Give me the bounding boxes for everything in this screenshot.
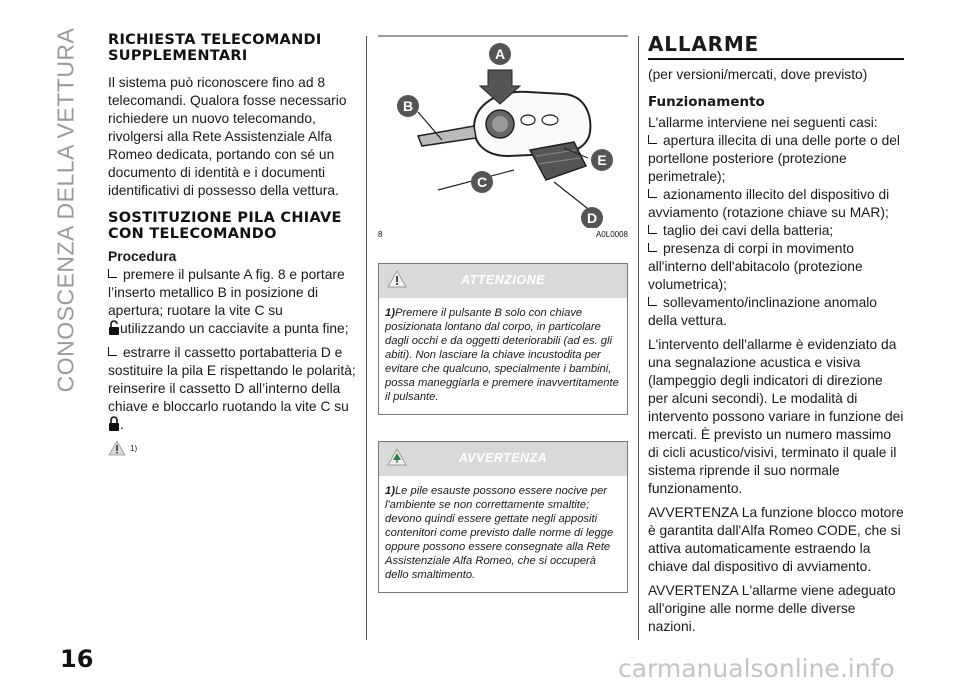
key-battery-figure bbox=[378, 32, 628, 228]
warning-title: AVVERTENZA bbox=[458, 451, 548, 465]
warning-body bbox=[379, 476, 627, 592]
paragraph-remote-request: Il sistema può riconoscere fino ad 8 telecomandi. Qualora fosse necessario richiedere un nuovo telecomando, rivolgersi alla Rete Assistenziale Alfa Romeo dedicata, portando con sé un documento di identità e i documenti identificativi di possesso della vettura. bbox=[108, 75, 347, 198]
procedure-step bbox=[108, 266, 356, 338]
alarm-intro: L'allarme interviene nei seguenti casi: bbox=[648, 115, 878, 130]
attention-text: Premere il pulsante B solo con chiave posizionata lontano dal corpo, in particolare dagli occhi e da oggetti deteriorabili (ad es. gli abiti). Non lasciare la chiave incustodita per evitare che qualcuno, specialmente i bambini, possa maneggiarla e premere inavvertitamente il pulsante. bbox=[385, 307, 619, 403]
svg-text:A: A bbox=[494, 46, 506, 62]
bullet-icon bbox=[648, 297, 657, 306]
column-divider bbox=[366, 36, 367, 640]
side-section-title: CONOSCENZA DELLA VETTURA bbox=[52, 27, 79, 393]
svg-text:E: E bbox=[597, 152, 607, 168]
figure-number: 8 bbox=[378, 230, 383, 239]
procedure-steps bbox=[108, 266, 356, 434]
warning-text: Le pile esauste possono essere nocive per l'ambiente se non correttamente smaltite; devono quindi essere gettate negli appositi contenitori come previsto dalle norme di legge oppure possono essere consegnate alla Rete Assistenziale Alfa Romeo, che si occuperà dello smaltimento. bbox=[385, 485, 614, 581]
step-text-continued: utilizzando un cacciavite a punta fine; bbox=[120, 321, 349, 336]
list-item: apertura illecita di una delle porte o del portellone posteriore (protezione perimetrale); bbox=[648, 133, 900, 184]
step-text-end: . bbox=[120, 417, 124, 432]
attention-header bbox=[379, 264, 627, 298]
heading-battery-replacement: SOSTITUZIONE PILA CHIAVE CON TELECOMANDO bbox=[108, 210, 342, 242]
attention-body bbox=[379, 298, 627, 414]
warning-header bbox=[379, 442, 627, 476]
column-divider bbox=[638, 36, 639, 640]
alarm-paragraph-2: AVVERTENZA La funzione blocco motore è garantita dall'Alfa Romeo CODE, che si attiva automaticamente estraendo la chiave dal dispositivo di avviamento. bbox=[648, 505, 904, 574]
bullet-icon bbox=[648, 135, 657, 144]
bullet-icon bbox=[648, 243, 657, 252]
alarm-subtitle: (per versioni/mercati, dove previsto) bbox=[648, 67, 868, 82]
list-item: presenza di corpi in movimento all'interno dell'abitacolo (protezione volumetrica); bbox=[648, 241, 863, 292]
unlocked-padlock-icon bbox=[108, 320, 120, 336]
label-e-marker bbox=[591, 149, 613, 171]
svg-text:B: B bbox=[402, 98, 414, 114]
column-left bbox=[108, 32, 356, 456]
page-number: 16 bbox=[60, 645, 94, 673]
figure-caption bbox=[378, 230, 628, 239]
locked-padlock-icon bbox=[108, 416, 120, 432]
attention-box bbox=[378, 263, 628, 415]
figure-code: A0L0008 bbox=[595, 230, 628, 239]
attention-number: 1) bbox=[385, 307, 395, 319]
bullet-icon bbox=[648, 189, 657, 198]
warning-number: 1) bbox=[385, 485, 395, 497]
alarm-paragraph-1: L'intervento dell'allarme è evidenziato da una segnalazione acustica e visiva (lampeggio degli indicatori di direzione per alcuni secondi). Le modalità di intervento possono variare in funzione dei mercati. È previsto un numero massimo di cicli acustico/visivi, terminato il quale il sistema riprende il suo normale funzionamento. bbox=[648, 337, 904, 496]
label-a-marker bbox=[489, 43, 511, 65]
step-text: estrarre il cassetto portabatteria D e sostituire la pila E rispettando le polarità; reinserire il cassetto D all’interno della chiave e bloccarlo ruotando la vite C su bbox=[108, 345, 356, 414]
warning-box bbox=[378, 441, 628, 593]
alarm-title: ALLARME bbox=[648, 32, 904, 60]
heading-remote-request: RICHIESTA TELECOMANDI SUPPLEMENTARI bbox=[108, 32, 322, 64]
list-item: taglio dei cavi della batteria; bbox=[648, 222, 904, 240]
step-text: premere il pulsante A fig. 8 e portare l’inserto metallico B in posizione di apertura; ruotare la vite C su bbox=[108, 267, 345, 318]
svg-text:C: C bbox=[476, 174, 488, 190]
section-heading-operation: Funzionamento bbox=[648, 94, 765, 110]
warning-triangle-icon bbox=[108, 440, 126, 456]
list-item: sollevamento/inclinazione anomalo della vettura. bbox=[648, 295, 877, 328]
label-d-marker bbox=[581, 207, 603, 228]
watermark-text: carmanualsonline.info bbox=[618, 654, 895, 683]
bullet-icon bbox=[648, 225, 657, 234]
list-item: azionamento illecito del dispositivo di avviamento (rotazione chiave su MAR); bbox=[648, 187, 890, 220]
procedure-label: Procedura bbox=[108, 249, 177, 264]
alarm-paragraph-3: AVVERTENZA L'allarme viene adeguato all'origine alle norme delle diverse nazioni. bbox=[648, 583, 896, 634]
column-middle bbox=[378, 32, 628, 593]
label-b-marker bbox=[397, 95, 419, 117]
svg-text:D: D bbox=[586, 210, 598, 226]
procedure-step bbox=[108, 344, 356, 434]
column-right bbox=[648, 32, 904, 642]
bullet-icon bbox=[108, 269, 117, 278]
key-diagram-image bbox=[378, 32, 628, 228]
alarm-cases-list bbox=[648, 132, 904, 330]
bullet-icon bbox=[108, 347, 117, 356]
footnote-ref: 1) bbox=[108, 440, 356, 456]
attention-title: ATTENZIONE bbox=[461, 273, 545, 287]
label-c-marker bbox=[471, 171, 493, 193]
